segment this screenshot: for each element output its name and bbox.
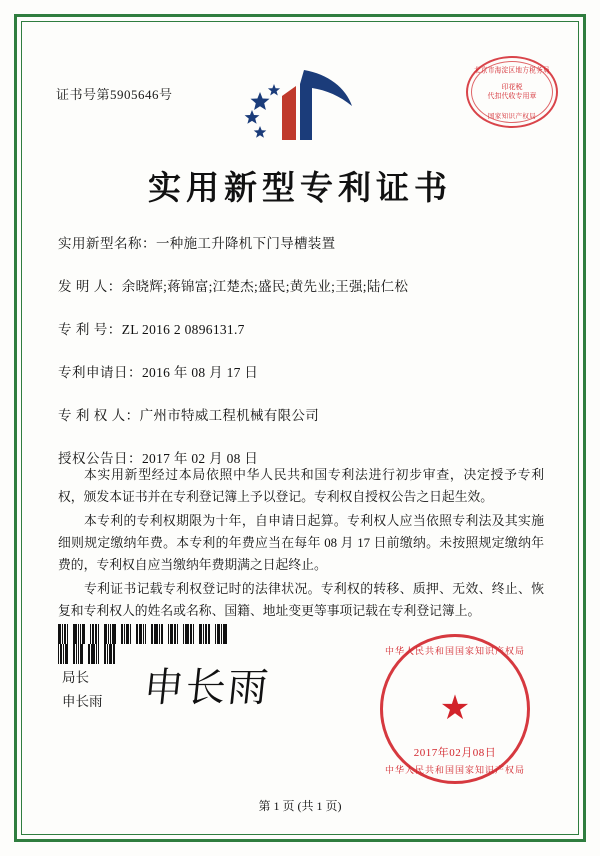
- handwritten-signature: 申长雨: [141, 665, 273, 710]
- legal-text-block: [58, 464, 544, 624]
- field-patentee-label: 专 利 权 人：: [58, 408, 140, 423]
- director-label: 局长: [62, 670, 89, 685]
- certificate-content: [34, 34, 566, 822]
- seal-arc-top-text: 北京市海淀区地方税务局: [474, 66, 550, 75]
- certificate-number: 证书号第5905646号: [56, 87, 173, 102]
- field-grant-date-label: 授权公告日：: [58, 451, 142, 466]
- field-application-date: [58, 361, 542, 381]
- legal-paragraph-3: 专利证书记载专利权登记时的法律状况。专利权的转移、质押、无效、终止、恢复和专利权人的姓名或名称、国籍、地址变更等事项记载在专利登记簿上。: [58, 582, 544, 618]
- fields-block: [58, 232, 542, 490]
- cnipa-logo-icon: [230, 62, 370, 148]
- field-inventors-label: 发 明 人：: [58, 279, 122, 294]
- director-name: 申长雨: [62, 694, 103, 709]
- field-patentee: [58, 404, 542, 424]
- field-invention-name: [58, 232, 542, 252]
- seal-bottom-arc-text: 中华人民共和国国家知识产权局: [384, 765, 525, 775]
- field-grant-date-value: 2017 年 02 月 08 日: [142, 451, 259, 466]
- seal-middle-line1: 印花税: [501, 83, 523, 91]
- seal-top-arc-text: 中华人民共和国国家知识产权局: [384, 646, 525, 656]
- field-patentee-value: 广州市特威工程机械有限公司: [139, 408, 320, 423]
- legal-paragraph-1: 本实用新型经过本局依照中华人民共和国专利法进行初步审查，决定授予专利权，颁发本证书并在专利登记簿上予以登记。专利权自授权公告之日起生效。: [58, 468, 544, 504]
- field-patent-number: [58, 318, 542, 338]
- seal-middle-text: [466, 83, 558, 101]
- field-inventors: [58, 275, 542, 295]
- field-patent-number-label: 专 利 号：: [58, 322, 122, 337]
- legal-paragraph-2: 本专利的专利权期限为十年，自申请日起算。专利权人应当依照专利法及其实施细则规定缴纳年费。本专利的年费应当在每年 08 月 17 日前缴纳。未按照规定缴纳年费的，专利权自应当缴纳年费期满之日起终止。: [58, 514, 544, 572]
- field-application-date-label: 专利申请日：: [58, 365, 142, 380]
- field-inventors-value: 余晓辉;蒋锦富;江楚杰;盛民;黄先业;王强;陆仁松: [121, 279, 409, 294]
- director-signature-block: [62, 666, 103, 714]
- field-application-date-value: 2016 年 08 月 17 日: [142, 365, 259, 380]
- tax-stamp-seal: [466, 56, 558, 128]
- seal-date: 2017年02月08日: [413, 747, 497, 759]
- barcode: [58, 624, 228, 644]
- seal-middle-line2: 代扣代收专用章: [487, 92, 537, 100]
- field-invention-name-label: 实用新型名称：: [58, 236, 156, 251]
- field-invention-name-value: 一种施工升降机下门导槽装置: [156, 236, 336, 251]
- seal-arc-bottom-text: 国家知识产权局: [487, 113, 537, 120]
- page-footer: 第 1 页 (共 1 页): [258, 799, 342, 813]
- national-office-seal: [380, 634, 530, 784]
- star-icon: ★: [439, 690, 471, 727]
- field-patent-number-value: ZL 2016 2 0896131.7: [121, 322, 245, 337]
- page-title: 实用新型专利证书: [148, 171, 452, 207]
